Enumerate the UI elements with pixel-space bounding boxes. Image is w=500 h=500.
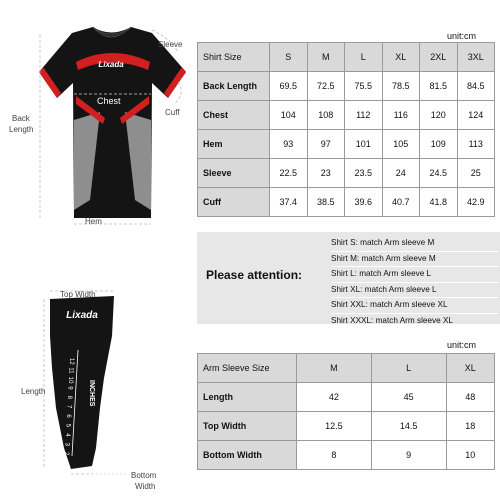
- table-cell: 24: [382, 159, 420, 188]
- table-row: [198, 383, 495, 412]
- top-width-label: Top Width: [60, 290, 96, 299]
- chest-label: Chest: [97, 96, 121, 106]
- table-cell: 124: [457, 101, 495, 130]
- row-header: Chest: [198, 101, 270, 130]
- table-cell: 72.5: [307, 72, 345, 101]
- table-cell: 23: [307, 159, 345, 188]
- table-row: [198, 72, 495, 101]
- ruler-number: 3: [63, 442, 70, 446]
- row-header: Bottom Width: [198, 441, 297, 470]
- header-cell: L: [371, 354, 446, 383]
- arm-sleeve-body: [50, 296, 114, 469]
- row-header: Back Length: [198, 72, 270, 101]
- ruler-number: 7: [65, 405, 72, 409]
- table-cell: 101: [345, 130, 383, 159]
- table-cell: 116: [382, 101, 420, 130]
- table-row: [198, 130, 495, 159]
- ruler-number: 4: [64, 433, 70, 437]
- table-cell: 14.5: [371, 412, 446, 441]
- list-item: Shirt XXXL: match Arm sleeve XL: [331, 314, 498, 330]
- ruler-number: 9: [66, 386, 73, 390]
- table-cell: 38.5: [307, 188, 345, 217]
- list-item: Shirt XL: match Arm sleeve L: [331, 283, 498, 299]
- table-cell: 18: [446, 412, 495, 441]
- arm-sleeve-size-table: [197, 353, 495, 470]
- table-cell: 41.8: [420, 188, 458, 217]
- ruler-number: 12: [68, 358, 74, 365]
- table-cell: 24.5: [420, 159, 458, 188]
- table-row: [198, 441, 495, 470]
- table-cell: 9: [371, 441, 446, 470]
- header-cell: Shirt Size: [198, 43, 270, 72]
- arm-table-header-row: [198, 354, 495, 383]
- table-cell: 42: [297, 383, 372, 412]
- table-cell: 39.6: [345, 188, 383, 217]
- table-row: [198, 412, 495, 441]
- table-cell: 42.9: [457, 188, 495, 217]
- ruler-number: 8: [66, 395, 72, 399]
- shirt-logo: Lixada: [98, 60, 124, 69]
- table-cell: 69.5: [270, 72, 308, 101]
- table-row: [198, 101, 495, 130]
- attention-panel: [197, 232, 500, 324]
- header-cell: S: [270, 43, 308, 72]
- table-cell: 37.4: [270, 188, 308, 217]
- header-cell: M: [297, 354, 372, 383]
- table-cell: 113: [457, 130, 495, 159]
- header-cell: XL: [382, 43, 420, 72]
- back-length-label-1: Back: [12, 114, 30, 123]
- inches-label: INCHES: [88, 380, 95, 407]
- table-cell: 108: [307, 101, 345, 130]
- arm-logo: Lixada: [66, 310, 98, 321]
- cuff-label: Cuff: [165, 108, 180, 117]
- table-cell: 8: [297, 441, 372, 470]
- list-item: Shirt M: match Arm sleeve M: [331, 252, 498, 268]
- list-item: Shirt L: match Arm sleeve L: [331, 267, 498, 283]
- row-header: Length: [198, 383, 297, 412]
- header-cell: M: [307, 43, 345, 72]
- ruler-number: 5: [64, 423, 71, 428]
- header-cell: L: [345, 43, 383, 72]
- arm-table-unit: unit:cm: [447, 340, 477, 350]
- length-label: Length: [21, 387, 46, 396]
- size-match-list: [331, 236, 498, 330]
- table-cell: 12.5: [297, 412, 372, 441]
- table-cell: 40.7: [382, 188, 420, 217]
- row-header: Hem: [198, 130, 270, 159]
- table-cell: 78.5: [382, 72, 420, 101]
- attention-title: Please attention:: [206, 268, 303, 282]
- row-header: Cuff: [198, 188, 270, 217]
- header-cell: XL: [446, 354, 495, 383]
- shirt-table-header-row: [198, 43, 495, 72]
- shirt-size-table: [197, 42, 495, 217]
- bottom-width-label-1: Bottom: [131, 471, 157, 480]
- list-item: Shirt S: match Arm sleeve M: [331, 236, 498, 252]
- table-cell: 97: [307, 130, 345, 159]
- back-length-label-2: Length: [9, 125, 34, 134]
- hem-label: Hem: [85, 217, 102, 226]
- table-row: [198, 159, 495, 188]
- table-cell: 112: [345, 101, 383, 130]
- table-cell: 48: [446, 383, 495, 412]
- table-cell: 120: [420, 101, 458, 130]
- ruler-number: 11: [67, 367, 74, 374]
- table-cell: 25: [457, 159, 495, 188]
- header-cell: 3XL: [457, 43, 495, 72]
- table-cell: 10: [446, 441, 495, 470]
- sleeve-label: Sleeve: [158, 40, 183, 49]
- table-cell: 84.5: [457, 72, 495, 101]
- ruler-number: 6: [65, 414, 71, 418]
- table-cell: 75.5: [345, 72, 383, 101]
- table-row: [198, 188, 495, 217]
- table-cell: 81.5: [420, 72, 458, 101]
- table-cell: 105: [382, 130, 420, 159]
- ruler-number: 2: [63, 452, 69, 456]
- list-item: Shirt XXL: match Arm sleeve XL: [331, 298, 498, 314]
- row-header: Sleeve: [198, 159, 270, 188]
- table-cell: 22.5: [270, 159, 308, 188]
- table-cell: 104: [270, 101, 308, 130]
- table-cell: 23.5: [345, 159, 383, 188]
- header-cell: Arm Sleeve Size: [198, 354, 297, 383]
- table-cell: 45: [371, 383, 446, 412]
- shirt-table-unit: unit:cm: [447, 31, 477, 41]
- table-cell: 109: [420, 130, 458, 159]
- row-header: Top Width: [198, 412, 297, 441]
- table-cell: 93: [270, 130, 308, 159]
- bottom-width-label-2: Width: [135, 482, 156, 491]
- ruler-number: 10: [67, 376, 73, 384]
- header-cell: 2XL: [420, 43, 458, 72]
